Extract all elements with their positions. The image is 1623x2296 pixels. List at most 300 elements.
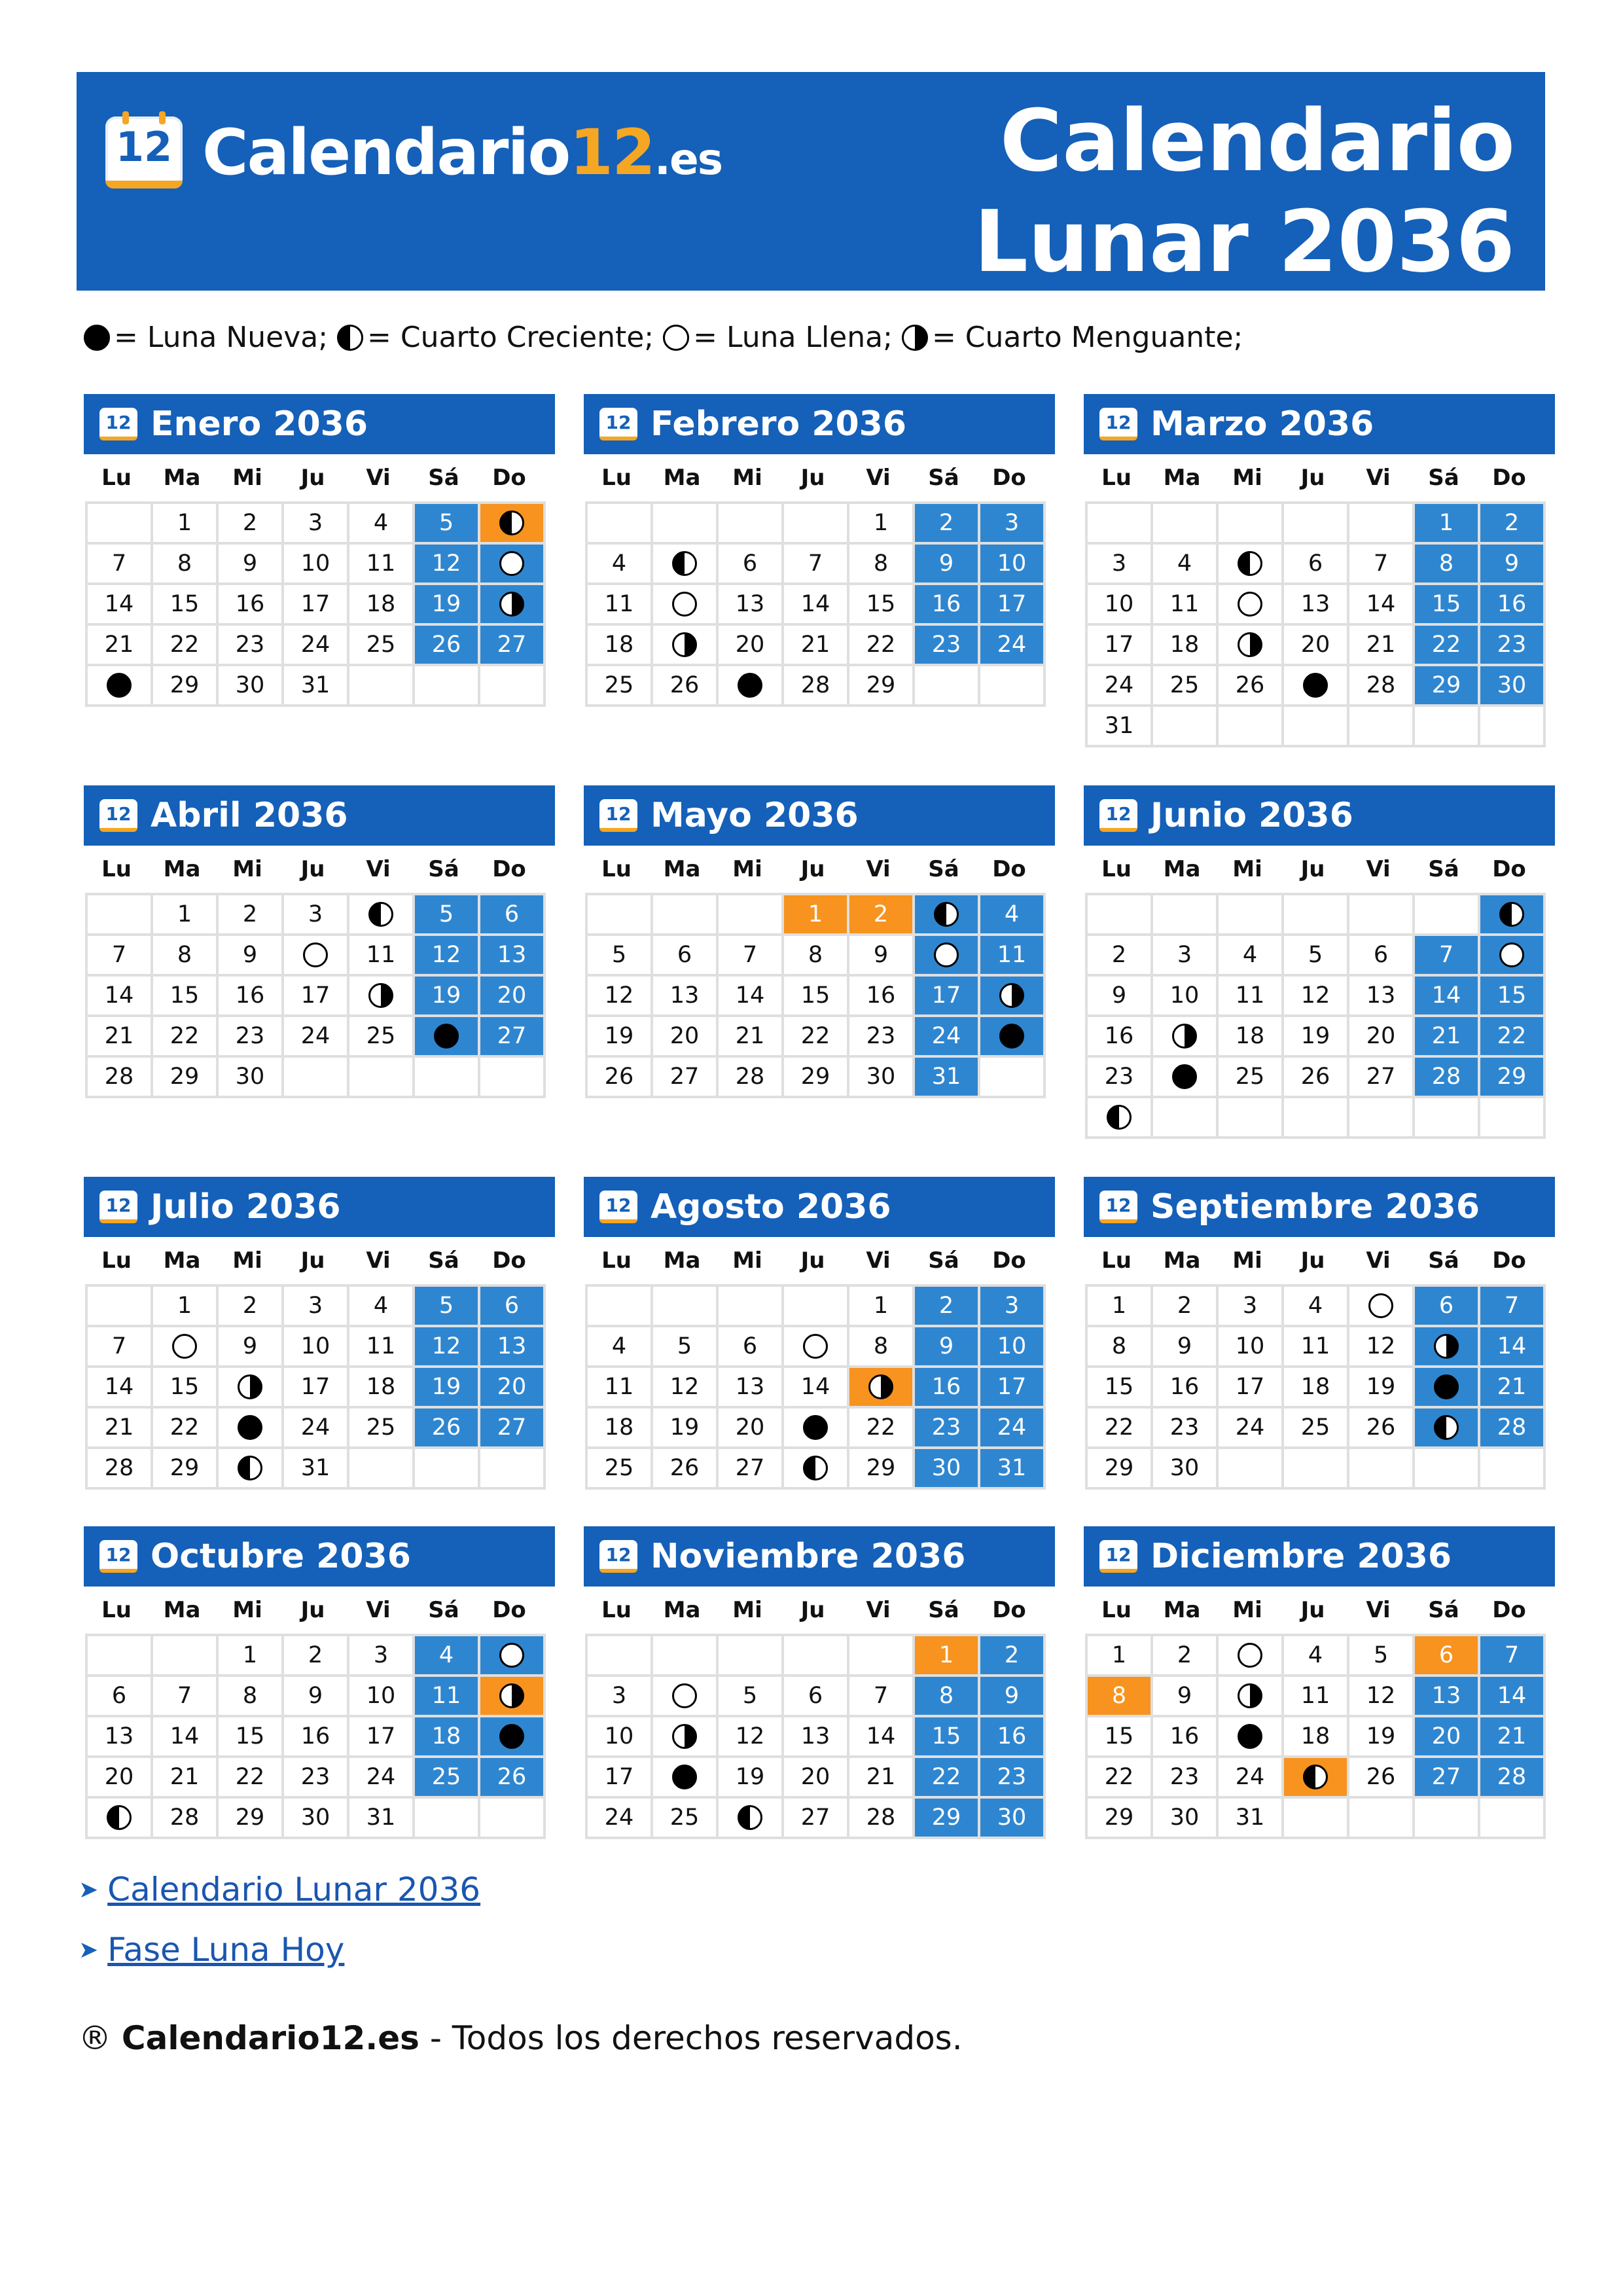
day-cell[interactable]: 12 — [588, 977, 653, 1017]
day-cell[interactable]: 28 — [1349, 666, 1415, 707]
day-cell[interactable]: 21 — [1415, 1017, 1480, 1058]
day-cell[interactable] — [349, 977, 415, 1017]
day-cell[interactable]: 7 — [88, 936, 153, 977]
day-cell[interactable]: 3 — [980, 1287, 1046, 1327]
day-cell[interactable]: 30 — [1153, 1799, 1219, 1839]
day-cell[interactable]: 17 — [349, 1717, 415, 1758]
day-cell[interactable]: 19 — [1284, 1017, 1349, 1058]
day-cell[interactable]: 15 — [1088, 1717, 1153, 1758]
day-cell[interactable]: 2 — [980, 1636, 1046, 1677]
day-cell[interactable]: 4 — [980, 895, 1046, 936]
day-cell[interactable]: 4 — [1153, 545, 1219, 585]
day-cell[interactable]: 26 — [653, 666, 719, 707]
day-cell[interactable]: 20 — [480, 977, 546, 1017]
day-cell[interactable]: 22 — [784, 1017, 849, 1058]
day-cell[interactable]: 25 — [415, 1758, 480, 1799]
day-cell[interactable]: 12 — [719, 1717, 784, 1758]
day-cell[interactable]: 12 — [1349, 1327, 1415, 1368]
day-cell[interactable]: 18 — [415, 1717, 480, 1758]
day-cell[interactable]: 29 — [915, 1799, 980, 1839]
day-cell[interactable]: 10 — [1088, 585, 1153, 626]
day-cell[interactable] — [653, 1758, 719, 1799]
day-cell[interactable]: 19 — [415, 977, 480, 1017]
day-cell[interactable]: 15 — [153, 585, 219, 626]
day-cell[interactable]: 28 — [153, 1799, 219, 1839]
day-cell[interactable]: 10 — [1219, 1327, 1284, 1368]
day-cell[interactable]: 20 — [480, 1368, 546, 1408]
day-cell[interactable]: 24 — [980, 1408, 1046, 1449]
day-cell[interactable]: 22 — [1088, 1758, 1153, 1799]
day-cell[interactable]: 17 — [980, 1368, 1046, 1408]
day-cell[interactable]: 18 — [349, 585, 415, 626]
day-cell[interactable]: 17 — [588, 1758, 653, 1799]
day-cell[interactable]: 15 — [153, 977, 219, 1017]
day-cell[interactable]: 30 — [980, 1799, 1046, 1839]
day-cell[interactable]: 19 — [653, 1408, 719, 1449]
day-cell[interactable]: 23 — [1480, 626, 1546, 666]
day-cell[interactable]: 13 — [784, 1717, 849, 1758]
day-cell[interactable]: 15 — [1415, 585, 1480, 626]
day-cell[interactable]: 3 — [284, 895, 349, 936]
day-cell[interactable]: 11 — [588, 1368, 653, 1408]
day-cell[interactable]: 21 — [1349, 626, 1415, 666]
link-calendario-lunar[interactable]: Calendario Lunar 2036 — [107, 1871, 481, 1909]
day-cell[interactable]: 3 — [1088, 545, 1153, 585]
day-cell[interactable]: 7 — [1415, 936, 1480, 977]
day-cell[interactable]: 20 — [784, 1758, 849, 1799]
day-cell[interactable]: 29 — [1088, 1449, 1153, 1490]
day-cell[interactable]: 24 — [980, 626, 1046, 666]
day-cell[interactable]: 29 — [1480, 1058, 1546, 1098]
day-cell[interactable]: 3 — [1153, 936, 1219, 977]
day-cell[interactable]: 21 — [88, 626, 153, 666]
day-cell[interactable]: 26 — [1219, 666, 1284, 707]
day-cell[interactable]: 2 — [1088, 936, 1153, 977]
day-cell[interactable]: 24 — [284, 1408, 349, 1449]
day-cell[interactable] — [415, 1017, 480, 1058]
day-cell[interactable]: 1 — [1088, 1287, 1153, 1327]
day-cell[interactable] — [784, 1408, 849, 1449]
day-cell[interactable]: 31 — [284, 666, 349, 707]
day-cell[interactable]: 2 — [849, 895, 915, 936]
day-cell[interactable]: 2 — [219, 1287, 284, 1327]
day-cell[interactable] — [915, 895, 980, 936]
day-cell[interactable]: 5 — [588, 936, 653, 977]
day-cell[interactable]: 21 — [88, 1017, 153, 1058]
day-cell[interactable]: 30 — [849, 1058, 915, 1098]
day-cell[interactable]: 20 — [719, 626, 784, 666]
day-cell[interactable] — [219, 1449, 284, 1490]
day-cell[interactable]: 4 — [1219, 936, 1284, 977]
day-cell[interactable]: 25 — [349, 1017, 415, 1058]
day-cell[interactable]: 26 — [1284, 1058, 1349, 1098]
day-cell[interactable]: 19 — [415, 1368, 480, 1408]
day-cell[interactable]: 2 — [284, 1636, 349, 1677]
day-cell[interactable]: 19 — [719, 1758, 784, 1799]
day-cell[interactable]: 23 — [849, 1017, 915, 1058]
day-cell[interactable] — [1415, 1408, 1480, 1449]
day-cell[interactable]: 1 — [784, 895, 849, 936]
day-cell[interactable]: 18 — [1219, 1017, 1284, 1058]
day-cell[interactable] — [1415, 1327, 1480, 1368]
day-cell[interactable]: 4 — [349, 504, 415, 545]
day-cell[interactable]: 9 — [1480, 545, 1546, 585]
day-cell[interactable]: 24 — [284, 626, 349, 666]
day-cell[interactable] — [1284, 1758, 1349, 1799]
day-cell[interactable] — [1219, 626, 1284, 666]
day-cell[interactable]: 15 — [915, 1717, 980, 1758]
day-cell[interactable]: 15 — [784, 977, 849, 1017]
day-cell[interactable]: 22 — [849, 626, 915, 666]
day-cell[interactable]: 4 — [1284, 1636, 1349, 1677]
day-cell[interactable]: 17 — [980, 585, 1046, 626]
day-cell[interactable]: 13 — [719, 1368, 784, 1408]
day-cell[interactable]: 7 — [1480, 1287, 1546, 1327]
day-cell[interactable]: 13 — [719, 585, 784, 626]
day-cell[interactable]: 31 — [1219, 1799, 1284, 1839]
day-cell[interactable]: 23 — [980, 1758, 1046, 1799]
day-cell[interactable]: 23 — [1153, 1758, 1219, 1799]
day-cell[interactable]: 22 — [1088, 1408, 1153, 1449]
day-cell[interactable]: 16 — [1480, 585, 1546, 626]
day-cell[interactable]: 25 — [588, 666, 653, 707]
day-cell[interactable]: 29 — [784, 1058, 849, 1098]
day-cell[interactable]: 19 — [588, 1017, 653, 1058]
day-cell[interactable]: 13 — [1349, 977, 1415, 1017]
day-cell[interactable]: 17 — [284, 1368, 349, 1408]
day-cell[interactable]: 12 — [1349, 1677, 1415, 1717]
day-cell[interactable]: 14 — [1480, 1327, 1546, 1368]
day-cell[interactable]: 3 — [1219, 1287, 1284, 1327]
day-cell[interactable]: 9 — [1088, 977, 1153, 1017]
day-cell[interactable]: 1 — [849, 504, 915, 545]
day-cell[interactable]: 10 — [349, 1677, 415, 1717]
day-cell[interactable]: 1 — [1088, 1636, 1153, 1677]
day-cell[interactable]: 18 — [1284, 1368, 1349, 1408]
day-cell[interactable]: 20 — [653, 1017, 719, 1058]
day-cell[interactable]: 3 — [980, 504, 1046, 545]
day-cell[interactable]: 18 — [1284, 1717, 1349, 1758]
day-cell[interactable]: 11 — [1284, 1677, 1349, 1717]
day-cell[interactable]: 29 — [1088, 1799, 1153, 1839]
day-cell[interactable]: 11 — [1284, 1327, 1349, 1368]
day-cell[interactable]: 24 — [349, 1758, 415, 1799]
day-cell[interactable]: 25 — [588, 1449, 653, 1490]
day-cell[interactable] — [1219, 1636, 1284, 1677]
day-cell[interactable]: 8 — [153, 545, 219, 585]
day-cell[interactable] — [1219, 1677, 1284, 1717]
day-cell[interactable]: 10 — [980, 1327, 1046, 1368]
day-cell[interactable]: 5 — [415, 504, 480, 545]
day-cell[interactable]: 6 — [719, 545, 784, 585]
day-cell[interactable]: 22 — [153, 626, 219, 666]
day-cell[interactable]: 7 — [153, 1677, 219, 1717]
day-cell[interactable] — [1153, 1017, 1219, 1058]
day-cell[interactable]: 2 — [915, 504, 980, 545]
day-cell[interactable] — [849, 1368, 915, 1408]
day-cell[interactable]: 17 — [284, 977, 349, 1017]
day-cell[interactable]: 22 — [915, 1758, 980, 1799]
day-cell[interactable]: 24 — [588, 1799, 653, 1839]
day-cell[interactable]: 28 — [1480, 1758, 1546, 1799]
day-cell[interactable] — [1480, 936, 1546, 977]
day-cell[interactable]: 6 — [719, 1327, 784, 1368]
day-cell[interactable] — [784, 1449, 849, 1490]
day-cell[interactable]: 4 — [588, 545, 653, 585]
day-cell[interactable]: 12 — [415, 545, 480, 585]
day-cell[interactable]: 16 — [1153, 1717, 1219, 1758]
day-cell[interactable]: 22 — [849, 1408, 915, 1449]
day-cell[interactable]: 10 — [980, 545, 1046, 585]
day-cell[interactable]: 10 — [284, 1327, 349, 1368]
day-cell[interactable]: 31 — [349, 1799, 415, 1839]
day-cell[interactable]: 4 — [588, 1327, 653, 1368]
day-cell[interactable]: 8 — [784, 936, 849, 977]
day-cell[interactable]: 14 — [1480, 1677, 1546, 1717]
day-cell[interactable]: 23 — [915, 626, 980, 666]
day-cell[interactable]: 11 — [349, 1327, 415, 1368]
day-cell[interactable]: 29 — [849, 666, 915, 707]
day-cell[interactable]: 14 — [719, 977, 784, 1017]
day-cell[interactable]: 8 — [1088, 1327, 1153, 1368]
day-cell[interactable]: 21 — [719, 1017, 784, 1058]
day-cell[interactable]: 28 — [1480, 1408, 1546, 1449]
day-cell[interactable]: 10 — [588, 1717, 653, 1758]
site-logo[interactable] — [105, 110, 722, 195]
day-cell[interactable]: 9 — [1153, 1677, 1219, 1717]
day-cell[interactable]: 18 — [588, 626, 653, 666]
day-cell[interactable]: 16 — [219, 977, 284, 1017]
day-cell[interactable] — [1415, 1368, 1480, 1408]
day-cell[interactable]: 4 — [415, 1636, 480, 1677]
day-cell[interactable]: 23 — [915, 1408, 980, 1449]
day-cell[interactable]: 2 — [219, 504, 284, 545]
day-cell[interactable]: 7 — [849, 1677, 915, 1717]
day-cell[interactable] — [480, 1677, 546, 1717]
day-cell[interactable]: 7 — [1349, 545, 1415, 585]
day-cell[interactable]: 20 — [1415, 1717, 1480, 1758]
day-cell[interactable] — [653, 1677, 719, 1717]
day-cell[interactable]: 12 — [1284, 977, 1349, 1017]
day-cell[interactable]: 5 — [1284, 936, 1349, 977]
day-cell[interactable]: 26 — [588, 1058, 653, 1098]
day-cell[interactable]: 14 — [153, 1717, 219, 1758]
day-cell[interactable]: 31 — [980, 1449, 1046, 1490]
day-cell[interactable]: 28 — [88, 1058, 153, 1098]
day-cell[interactable] — [980, 1017, 1046, 1058]
day-cell[interactable]: 17 — [284, 585, 349, 626]
day-cell[interactable]: 19 — [415, 585, 480, 626]
day-cell[interactable]: 24 — [915, 1017, 980, 1058]
day-cell[interactable]: 19 — [1349, 1717, 1415, 1758]
day-cell[interactable]: 3 — [284, 1287, 349, 1327]
day-cell[interactable]: 7 — [1480, 1636, 1546, 1677]
day-cell[interactable]: 5 — [415, 895, 480, 936]
day-cell[interactable]: 20 — [1349, 1017, 1415, 1058]
day-cell[interactable]: 1 — [153, 1287, 219, 1327]
day-cell[interactable]: 1 — [1415, 504, 1480, 545]
day-cell[interactable]: 31 — [284, 1449, 349, 1490]
day-cell[interactable]: 6 — [1284, 545, 1349, 585]
link-fase-luna-hoy[interactable]: Fase Luna Hoy — [107, 1931, 345, 1969]
day-cell[interactable]: 26 — [1349, 1758, 1415, 1799]
day-cell[interactable]: 2 — [219, 895, 284, 936]
day-cell[interactable] — [219, 1408, 284, 1449]
day-cell[interactable]: 6 — [653, 936, 719, 977]
day-cell[interactable]: 8 — [849, 545, 915, 585]
day-cell[interactable]: 4 — [1284, 1287, 1349, 1327]
day-cell[interactable]: 23 — [284, 1758, 349, 1799]
day-cell[interactable]: 7 — [719, 936, 784, 977]
day-cell[interactable]: 12 — [415, 936, 480, 977]
day-cell[interactable] — [219, 1368, 284, 1408]
day-cell[interactable] — [1088, 1098, 1153, 1139]
day-cell[interactable]: 8 — [1415, 545, 1480, 585]
day-cell[interactable]: 29 — [153, 666, 219, 707]
day-cell[interactable]: 26 — [1349, 1408, 1415, 1449]
day-cell[interactable]: 27 — [653, 1058, 719, 1098]
day-cell[interactable]: 7 — [88, 545, 153, 585]
day-cell[interactable]: 6 — [1415, 1287, 1480, 1327]
day-cell[interactable]: 11 — [1219, 977, 1284, 1017]
day-cell[interactable]: 30 — [219, 1058, 284, 1098]
day-cell[interactable]: 9 — [219, 1327, 284, 1368]
day-cell[interactable] — [653, 1717, 719, 1758]
day-cell[interactable]: 30 — [915, 1449, 980, 1490]
day-cell[interactable] — [1349, 1287, 1415, 1327]
day-cell[interactable] — [784, 1327, 849, 1368]
day-cell[interactable]: 9 — [219, 545, 284, 585]
day-cell[interactable]: 11 — [588, 585, 653, 626]
day-cell[interactable]: 13 — [653, 977, 719, 1017]
day-cell[interactable]: 27 — [784, 1799, 849, 1839]
day-cell[interactable]: 21 — [849, 1758, 915, 1799]
day-cell[interactable]: 3 — [349, 1636, 415, 1677]
day-cell[interactable]: 6 — [1415, 1636, 1480, 1677]
day-cell[interactable]: 14 — [88, 585, 153, 626]
day-cell[interactable] — [1480, 895, 1546, 936]
day-cell[interactable]: 27 — [719, 1449, 784, 1490]
day-cell[interactable]: 17 — [915, 977, 980, 1017]
day-cell[interactable]: 29 — [1415, 666, 1480, 707]
day-cell[interactable]: 18 — [349, 1368, 415, 1408]
day-cell[interactable]: 2 — [1153, 1287, 1219, 1327]
day-cell[interactable]: 30 — [1480, 666, 1546, 707]
day-cell[interactable] — [480, 1717, 546, 1758]
day-cell[interactable]: 22 — [1415, 626, 1480, 666]
day-cell[interactable] — [719, 666, 784, 707]
day-cell[interactable]: 28 — [784, 666, 849, 707]
day-cell[interactable]: 23 — [1088, 1058, 1153, 1098]
day-cell[interactable] — [88, 666, 153, 707]
day-cell[interactable]: 23 — [1153, 1408, 1219, 1449]
day-cell[interactable]: 11 — [349, 545, 415, 585]
day-cell[interactable]: 22 — [153, 1408, 219, 1449]
day-cell[interactable]: 13 — [1284, 585, 1349, 626]
day-cell[interactable]: 16 — [915, 585, 980, 626]
day-cell[interactable]: 14 — [1415, 977, 1480, 1017]
day-cell[interactable]: 29 — [219, 1799, 284, 1839]
day-cell[interactable]: 22 — [153, 1017, 219, 1058]
day-cell[interactable]: 23 — [219, 626, 284, 666]
day-cell[interactable] — [480, 1636, 546, 1677]
day-cell[interactable]: 17 — [1219, 1368, 1284, 1408]
day-cell[interactable] — [653, 545, 719, 585]
day-cell[interactable]: 27 — [1349, 1058, 1415, 1098]
day-cell[interactable]: 27 — [480, 1017, 546, 1058]
day-cell[interactable] — [284, 936, 349, 977]
day-cell[interactable]: 21 — [153, 1758, 219, 1799]
day-cell[interactable]: 6 — [480, 1287, 546, 1327]
day-cell[interactable]: 31 — [915, 1058, 980, 1098]
day-cell[interactable] — [980, 977, 1046, 1017]
day-cell[interactable]: 13 — [1415, 1677, 1480, 1717]
day-cell[interactable] — [480, 585, 546, 626]
day-cell[interactable]: 11 — [980, 936, 1046, 977]
day-cell[interactable] — [1219, 585, 1284, 626]
day-cell[interactable]: 24 — [1219, 1758, 1284, 1799]
day-cell[interactable]: 28 — [849, 1799, 915, 1839]
day-cell[interactable]: 25 — [653, 1799, 719, 1839]
day-cell[interactable]: 24 — [284, 1017, 349, 1058]
day-cell[interactable] — [349, 895, 415, 936]
day-cell[interactable]: 26 — [415, 1408, 480, 1449]
day-cell[interactable]: 5 — [719, 1677, 784, 1717]
day-cell[interactable]: 27 — [480, 1408, 546, 1449]
day-cell[interactable]: 30 — [219, 666, 284, 707]
day-cell[interactable]: 21 — [784, 626, 849, 666]
day-cell[interactable]: 30 — [284, 1799, 349, 1839]
day-cell[interactable] — [1219, 1717, 1284, 1758]
day-cell[interactable]: 8 — [219, 1677, 284, 1717]
day-cell[interactable]: 1 — [153, 504, 219, 545]
day-cell[interactable]: 21 — [1480, 1717, 1546, 1758]
day-cell[interactable]: 2 — [1153, 1636, 1219, 1677]
day-cell[interactable]: 11 — [1153, 585, 1219, 626]
day-cell[interactable]: 21 — [88, 1408, 153, 1449]
day-cell[interactable]: 12 — [653, 1368, 719, 1408]
day-cell[interactable]: 14 — [88, 1368, 153, 1408]
day-cell[interactable]: 14 — [849, 1717, 915, 1758]
day-cell[interactable]: 1 — [219, 1636, 284, 1677]
day-cell[interactable] — [653, 626, 719, 666]
day-cell[interactable]: 26 — [653, 1449, 719, 1490]
day-cell[interactable]: 3 — [588, 1677, 653, 1717]
day-cell[interactable]: 16 — [1088, 1017, 1153, 1058]
day-cell[interactable]: 16 — [1153, 1368, 1219, 1408]
day-cell[interactable]: 9 — [1153, 1327, 1219, 1368]
day-cell[interactable]: 25 — [349, 626, 415, 666]
day-cell[interactable]: 14 — [784, 1368, 849, 1408]
day-cell[interactable] — [653, 585, 719, 626]
day-cell[interactable]: 27 — [1415, 1758, 1480, 1799]
day-cell[interactable]: 25 — [349, 1408, 415, 1449]
day-cell[interactable] — [153, 1327, 219, 1368]
day-cell[interactable]: 7 — [88, 1327, 153, 1368]
day-cell[interactable]: 29 — [849, 1449, 915, 1490]
day-cell[interactable]: 9 — [219, 936, 284, 977]
day-cell[interactable]: 16 — [980, 1717, 1046, 1758]
day-cell[interactable]: 31 — [1088, 707, 1153, 747]
day-cell[interactable]: 20 — [88, 1758, 153, 1799]
day-cell[interactable]: 17 — [1088, 626, 1153, 666]
day-cell[interactable]: 14 — [88, 977, 153, 1017]
day-cell[interactable]: 25 — [1153, 666, 1219, 707]
day-cell[interactable]: 2 — [915, 1287, 980, 1327]
day-cell[interactable]: 9 — [284, 1677, 349, 1717]
day-cell[interactable]: 1 — [153, 895, 219, 936]
day-cell[interactable]: 24 — [1088, 666, 1153, 707]
